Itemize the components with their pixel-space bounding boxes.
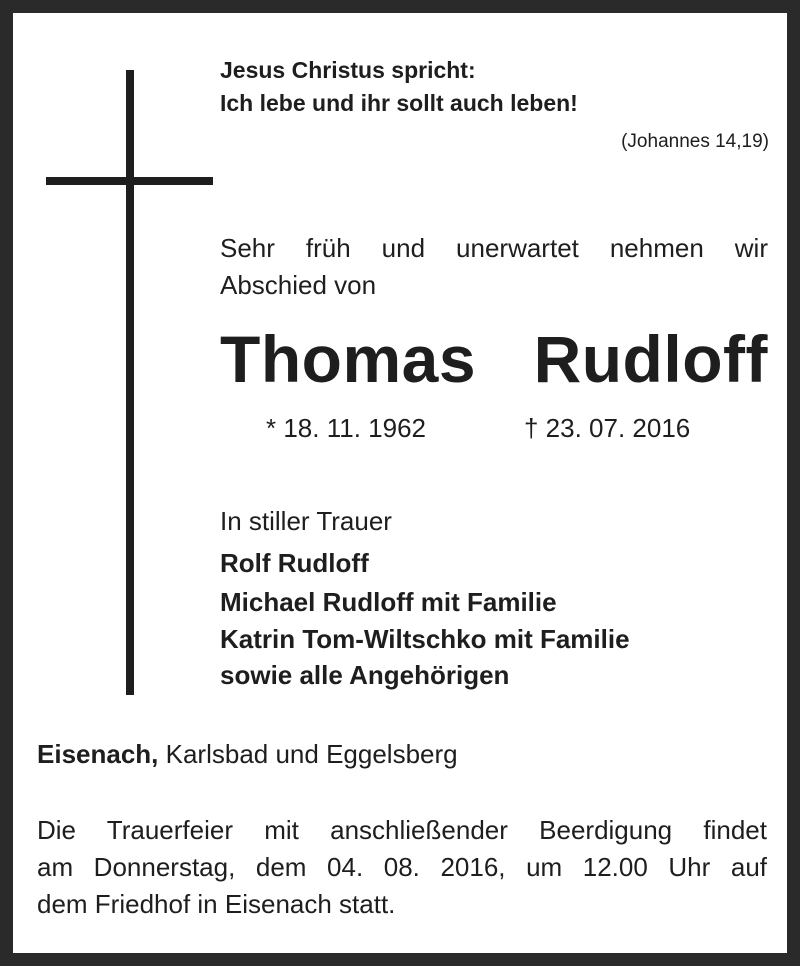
cross-vertical-bar bbox=[126, 70, 134, 695]
mourner-2: Michael Rudloff mit Familie bbox=[220, 587, 557, 617]
mourner-4: sowie alle Angehörigen bbox=[220, 660, 510, 690]
funeral-line-3: dem Friedhof in Eisenach statt. bbox=[37, 889, 396, 919]
verse-reference: (Johannes 14,19) bbox=[621, 131, 769, 152]
places-line bbox=[37, 739, 458, 770]
verse-line-1: Jesus Christus spricht: bbox=[220, 57, 476, 83]
funeral-line-2: am Donnerstag, dem 04. 08. 2016, um 12.00 Uhr auf bbox=[37, 852, 767, 882]
intro-line-2: Abschied von bbox=[220, 270, 377, 300]
intro-line-1: Sehr früh und unerwartet nehmen wir bbox=[220, 233, 768, 263]
funeral-line-1: Die Trauerfeier mit anschließender Beerdigung findet bbox=[37, 815, 767, 845]
birth-date: * 18. 11. 1962 bbox=[266, 413, 426, 443]
mourning-label: In stiller Trauer bbox=[220, 506, 392, 536]
mourner-1: Rolf Rudloff bbox=[220, 548, 369, 578]
deceased-name: Thomas Rudloff bbox=[220, 322, 768, 396]
death-date: † 23. 07. 2016 bbox=[524, 413, 691, 443]
place-main: Eisenach, bbox=[37, 739, 159, 769]
place-others: Karlsbad und Eggelsberg bbox=[158, 739, 458, 769]
cross-horizontal-bar bbox=[46, 177, 213, 185]
verse-line-2: Ich lebe und ihr sollt auch leben! bbox=[220, 90, 578, 116]
mourner-3: Katrin Tom-Wiltschko mit Familie bbox=[220, 624, 630, 654]
